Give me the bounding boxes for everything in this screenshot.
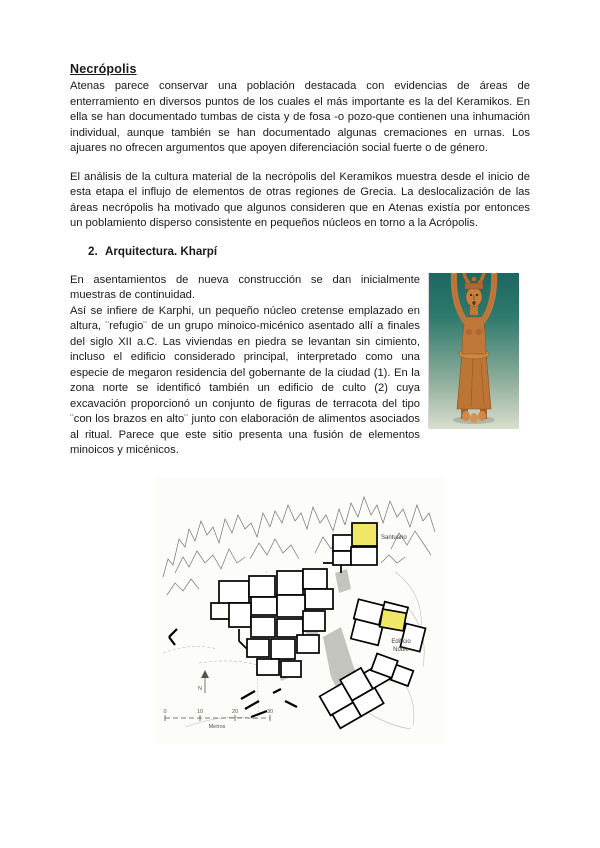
scale-tick-30: 30 (266, 708, 274, 715)
section-heading-arquitectura (88, 245, 530, 258)
paragraph-necropolis-1: Atenas parece conservar una población destacada con evidencias de áreas de enterramiento en diversos puntos de los cuales el más importante es la del Keramikos. En ella se han documentado tumbas de cista y de fosa -o pozo-que contienen una inhumación individual, aunque también se han documentado algunas cremaciones en urnas. Los ajuares no ofrecen argumentos que apoyen diferenciación social fuerte o de género. (70, 80, 530, 154)
noble-building-label-1: Edificio (391, 638, 411, 645)
karphi-site-plan (70, 477, 530, 744)
scale-tick-10: 10 (196, 708, 204, 715)
site-plan-image (155, 477, 445, 744)
sanctuary-label: Santuario (381, 534, 407, 541)
paragraph-karphi-1: En asentamientos de nueva construcción se dan inicialmente muestras de continuidad. (70, 273, 420, 301)
karphi-section (70, 273, 530, 459)
scale-tick-0: 0 (163, 708, 167, 715)
paragraph-karphi-2: Así se infiere de Karphi, un pequeño núcleo cretense emplazado en altura, ¨refugio¨ de un grupo minoico-micénico asentado allí a finales del siglo XII a.C. Las viviendas en piedra se levantan sin cimiento, incluso el edificio considerado principal, interpretado como una especie de megaron residencia del gobernante de la ciudad (1). En la zona norte se identificó también un edificio de culto (2) cuya excavación proporcionó un conjunto de figuras de terracota del tipo ¨con los brazos en alto¨ junto con elaboración de alimentos asociados al ritual. Parece que este sitio presenta una fusión de elementos minoicos y micénicos. (70, 304, 420, 456)
scale-unit-label: Metros (208, 723, 226, 730)
paragraph-necropolis-2: El análisis de la cultura material de la necrópolis del Keramikos muestra desde el inicio de esta etapa el influjo de elementos de otras regiones de Grecia. La deslocalización de las áreas necrópolis ha motivado que algunos consideren que en Atenas existía por entonces un poblamiento disperso consistente en pequeños núcleos en torno a la Acrópolis. (70, 170, 530, 229)
scale-tick-20: 20 (231, 708, 239, 715)
goddess-figurine-image (429, 273, 519, 429)
sanctuary-highlight (352, 523, 377, 546)
north-label: N (198, 685, 202, 692)
page-title: Necrópolis (70, 62, 137, 76)
section-title: Arquitectura. Kharpí (105, 244, 218, 258)
noble-building-highlight (380, 609, 407, 631)
noble-building-label-2: Noble (393, 646, 409, 653)
figurine-photo (428, 273, 518, 428)
section-number: 2. (88, 244, 98, 258)
